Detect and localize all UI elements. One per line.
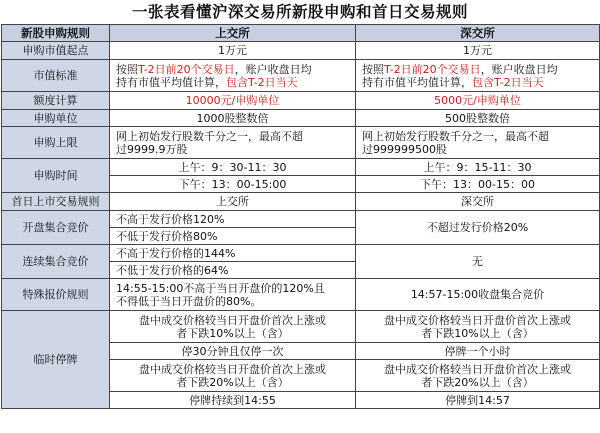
table-row: [2, 127, 600, 159]
sh-opening-1: 不高于发行价格120%: [110, 211, 356, 228]
section1-header-row: [2, 25, 600, 42]
section2-header-row: [2, 193, 600, 211]
sz-halt-3: [356, 360, 600, 392]
table-row: [2, 110, 600, 127]
sh-time-am: 上午：9：30-11：30: [110, 159, 356, 176]
text-segment: 网上初始发行股数千分之一，最高不超: [116, 129, 303, 143]
table-row: [2, 60, 600, 92]
sz-continuous: 无: [356, 245, 600, 279]
sh-quota: 10000元/申购单位: [110, 92, 356, 110]
highlight-text: 包含T-2日当天: [472, 75, 544, 89]
sh-opening-2: 不低于发行价格80%: [110, 228, 356, 245]
sh-limit: [110, 127, 356, 159]
text-segment: 按照: [362, 62, 384, 76]
table-row: [2, 211, 600, 228]
row-label-limit: 申购上限: [2, 127, 110, 159]
row-label-halt: 临时停牌: [2, 311, 110, 409]
text-segment: 按照: [116, 62, 138, 76]
highlight-text: T-2日前20个交易日: [138, 62, 235, 76]
row-label-opening: 开盘集合竞价: [2, 211, 110, 245]
sz-halt-2: 停牌一个小时: [356, 343, 600, 360]
text-segment: 者下跌10%以上（含）: [176, 326, 289, 340]
sh-threshold: 1万元: [110, 42, 356, 60]
text-segment: 14:55-15:00不高于当日开盘价的120%且: [116, 281, 325, 295]
page-title: 一张表看懂沪深交易所新股申购和首日交易规则: [131, 3, 468, 21]
text-segment: 者下跌20%以上（含）: [421, 375, 534, 389]
text-segment: 盘中成交价格较当日开盘价首次上涨或: [139, 362, 326, 376]
sh-continuous-2: 不低于发行价格的64%: [110, 262, 356, 279]
table-row: [2, 159, 600, 176]
text-segment: 网上初始发行股数千分之一，最高不超: [362, 129, 549, 143]
text-segment: 过9999.9万股: [116, 142, 188, 156]
sz-time-am: 上午：9：15-11：30: [356, 159, 600, 176]
text-segment: 者下跌20%以上（含）: [176, 375, 289, 389]
text-segment: 持有市值平均值计算，: [362, 75, 472, 89]
table-row: [2, 279, 600, 311]
row-label-special: 特殊报价规则: [2, 279, 110, 311]
col-sz-header: 深交所: [356, 25, 600, 42]
text-segment: 盘中成交价格较当日开盘价首次上涨或: [384, 313, 571, 327]
sz-special: 14:57-15:00收盘集合竞价: [356, 279, 600, 311]
text-segment: 者下跌10%以上（含）: [421, 326, 534, 340]
text-segment: ，账户收盘日均: [480, 62, 558, 76]
sh-continuous-1: 不高于发行价格的144%: [110, 245, 356, 262]
table-row: [2, 92, 600, 110]
sz-standard: [356, 60, 600, 92]
row-label-continuous: 连续集合竞价: [2, 245, 110, 279]
text-segment: 持有市值平均值计算，: [116, 75, 226, 89]
text-segment: 不得低于当日开盘价的80%。: [116, 294, 262, 308]
sh-halt-1: [110, 311, 356, 343]
table-row: [2, 311, 600, 343]
sz-halt-1: [356, 311, 600, 343]
col-sh-header: 上交所: [110, 25, 356, 42]
sh-unit: 1000股整数倍: [110, 110, 356, 127]
row-label-time: 申购时间: [2, 159, 110, 193]
text-segment: 盘中成交价格较当日开盘价首次上涨或: [384, 362, 571, 376]
row-label-unit: 申购单位: [2, 110, 110, 127]
highlight-text: 包含T-2日当天: [226, 75, 298, 89]
sh-special: [110, 279, 356, 311]
sz-time-pm: 下午：13：00-15：00: [356, 176, 600, 193]
row-label-quota: 额度计算: [2, 92, 110, 110]
sh-halt-2: 停30分钟且仅停一次: [110, 343, 356, 360]
text-segment: 过999999500股: [362, 142, 447, 156]
table-row: [2, 42, 600, 60]
row-label-standard: 市值标准: [2, 60, 110, 92]
sz-quota: 5000元/申购单位: [356, 92, 600, 110]
text-segment: ，账户收盘日均: [234, 62, 312, 76]
sz-opening: 不超过发行价格20%: [356, 211, 600, 245]
highlight-text: T-2日前20个交易日: [384, 62, 481, 76]
sh-time-pm: 下午：13：00-15:00: [110, 176, 356, 193]
col-sz-header-2: 深交所: [356, 193, 600, 211]
section2-label: 首日上市交易规则: [2, 193, 110, 211]
col-sh-header-2: 上交所: [110, 193, 356, 211]
section1-label: 新股申购规则: [2, 25, 110, 42]
sz-halt-4: 停牌到14:57: [356, 392, 600, 409]
row-label-threshold: 申购市值起点: [2, 42, 110, 60]
text-segment: 盘中成交价格较当日开盘价首次上涨或: [139, 313, 326, 327]
table-row: [2, 245, 600, 262]
sz-threshold: 1万元: [356, 42, 600, 60]
sz-unit: 500股整数倍: [356, 110, 600, 127]
sh-halt-3: [110, 360, 356, 392]
sh-halt-4: 停牌持续到14:55: [110, 392, 356, 409]
sz-limit: [356, 127, 600, 159]
rules-table: [1, 24, 600, 409]
sh-standard: [110, 60, 356, 92]
